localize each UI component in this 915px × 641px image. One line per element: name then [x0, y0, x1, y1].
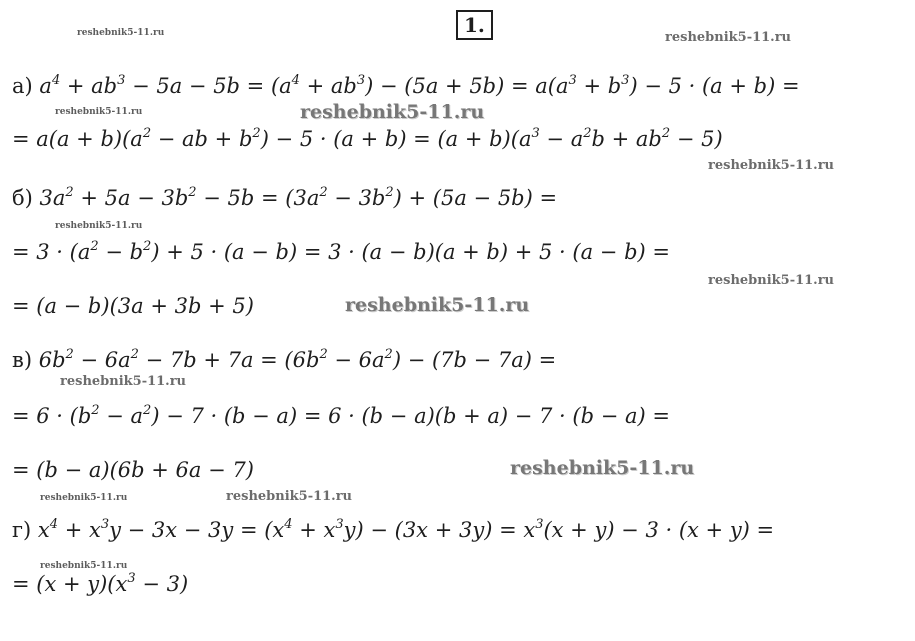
solution-d-label: г)	[12, 518, 32, 542]
watermark: reshebnik5-11.ru	[77, 28, 165, 38]
watermark: reshebnik5-11.ru	[510, 457, 695, 479]
watermark: reshebnik5-11.ru	[345, 294, 530, 316]
solution-b-line-2	[12, 239, 670, 265]
solution-c-line-3	[12, 457, 254, 483]
equation: = (b − a)(6b + 6a − 7)	[12, 458, 254, 482]
equation: = $(x + y)(x^3 - 3)$	[12, 571, 189, 596]
solution-c-label: в)	[12, 348, 33, 372]
equation: = (a − b)(3a + 3b + 5)	[12, 294, 254, 318]
solution-b-line-3	[12, 293, 254, 319]
watermark: reshebnik5-11.ru	[40, 561, 128, 571]
watermark: reshebnik5-11.ru	[665, 30, 792, 45]
solution-b-line-1	[12, 185, 557, 211]
solution-a-line-2	[12, 126, 723, 152]
equation: = $a(a + b)(a^2$ − ab + $b^2) - 5 \cdot (a + b) = (a + b)(a^3 - a^2b + ab^2 - 5)$	[12, 126, 723, 151]
watermark: reshebnik5-11.ru	[226, 489, 353, 504]
solution-b-label: б)	[12, 186, 33, 210]
equation: = $3 \cdot (a^2 - b^2) + 5 \cdot (a - b) = 3 \cdot (a - b)(a + b) + 5 \cdot (a - b)$ =	[12, 239, 670, 264]
equation: $x^4 + x^3y - 3x - 3y = (x^4 + x^3y) - (3x + 3y) = x^3(x + y) - 3 \cdot (x + y)$ =	[37, 517, 775, 542]
watermark: reshebnik5-11.ru	[60, 374, 187, 389]
solution-d-line-1	[12, 517, 774, 543]
solution-c-line-2	[12, 403, 670, 429]
equation: $3a^2 + 5a - 3b^2 - 5b = (3a^2 - 3b^2) + (5a - 5b)$ =	[39, 185, 558, 210]
solution-d-line-2	[12, 571, 188, 597]
watermark: reshebnik5-11.ru	[708, 158, 835, 173]
equation: = $6 \cdot (b^2 - a^2) - 7 \cdot (b - a) = 6 \cdot (b - a)(b + a) - 7 \cdot (b - a)$ =	[12, 403, 670, 428]
watermark: reshebnik5-11.ru	[708, 273, 835, 288]
watermark: reshebnik5-11.ru	[55, 221, 143, 231]
equation: $a^4 + ab^3 - 5a - 5b = (a^4 + ab^3) - (5a + 5b) = a(a^3 + b^3) - 5 \cdot (a + b)$ =	[39, 73, 800, 98]
watermark: reshebnik5-11.ru	[300, 101, 485, 123]
watermark: reshebnik5-11.ru	[40, 493, 128, 503]
solution-a-label: а)	[12, 74, 33, 98]
watermark: reshebnik5-11.ru	[55, 107, 143, 117]
solution-c-line-1	[12, 347, 556, 373]
solution-a-line-1	[12, 73, 800, 99]
problem-number: 1.	[456, 10, 493, 40]
equation: $6b^2 - 6a^2 - 7b + 7a = (6b^2 - 6a^2) - (7b - 7a)$ =	[38, 347, 557, 372]
